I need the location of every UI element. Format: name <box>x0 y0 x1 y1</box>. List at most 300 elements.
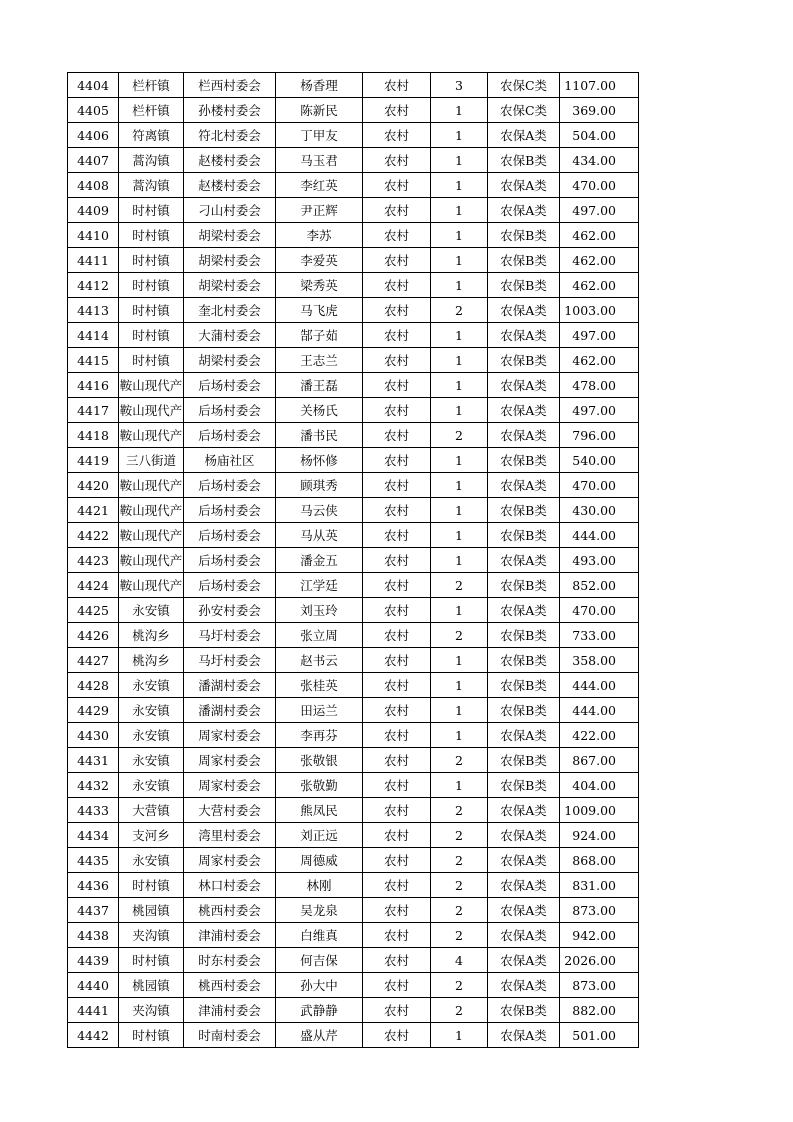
person-name-cell: 陈新民 <box>276 98 363 123</box>
village-committee-cell: 湾里村委会 <box>184 823 276 848</box>
village-committee-cell: 孙安村委会 <box>184 598 276 623</box>
record-number-cell: 4429 <box>68 698 119 723</box>
town-cell: 时村镇 <box>119 323 184 348</box>
record-number-cell: 4407 <box>68 148 119 173</box>
person-name-cell: 林刚 <box>276 873 363 898</box>
area-type-cell: 农村 <box>363 398 431 423</box>
amount-cell: 868.00 <box>560 848 639 873</box>
town-cell: 桃园镇 <box>119 898 184 923</box>
village-committee-cell: 胡梁村委会 <box>184 223 276 248</box>
village-committee-cell: 大营村委会 <box>184 798 276 823</box>
person-name-cell: 李再芬 <box>276 723 363 748</box>
village-committee-cell: 后场村委会 <box>184 498 276 523</box>
insurance-category-cell: 农保A类 <box>488 423 560 448</box>
amount-cell: 444.00 <box>560 698 639 723</box>
village-committee-cell: 周家村委会 <box>184 723 276 748</box>
insurance-category-cell: 农保B类 <box>488 523 560 548</box>
person-name-cell: 王志兰 <box>276 348 363 373</box>
area-type-cell: 农村 <box>363 973 431 998</box>
town-cell: 时村镇 <box>119 223 184 248</box>
record-number-cell: 4434 <box>68 823 119 848</box>
record-number-cell: 4427 <box>68 648 119 673</box>
table-row <box>68 523 639 548</box>
record-number-cell: 4423 <box>68 548 119 573</box>
area-type-cell: 农村 <box>363 698 431 723</box>
person-name-cell: 丁甲友 <box>276 123 363 148</box>
town-cell: 栏杆镇 <box>119 73 184 98</box>
record-number-cell: 4404 <box>68 73 119 98</box>
table-row <box>68 948 639 973</box>
table-row <box>68 623 639 648</box>
insurance-category-cell: 农保B类 <box>488 623 560 648</box>
area-type-cell: 农村 <box>363 773 431 798</box>
town-cell: 大营镇 <box>119 798 184 823</box>
insurance-category-cell: 农保C类 <box>488 73 560 98</box>
town-cell: 永安镇 <box>119 848 184 873</box>
person-name-cell: 潘金五 <box>276 548 363 573</box>
table-row <box>68 548 639 573</box>
person-name-cell: 张桂英 <box>276 673 363 698</box>
area-type-cell: 农村 <box>363 173 431 198</box>
area-type-cell: 农村 <box>363 623 431 648</box>
household-count-cell: 2 <box>431 298 488 323</box>
household-count-cell: 1 <box>431 723 488 748</box>
table-row <box>68 223 639 248</box>
village-committee-cell: 后场村委会 <box>184 373 276 398</box>
amount-cell: 358.00 <box>560 648 639 673</box>
record-number-cell: 4421 <box>68 498 119 523</box>
record-number-cell: 4417 <box>68 398 119 423</box>
amount-cell: 462.00 <box>560 223 639 248</box>
town-cell: 时村镇 <box>119 1023 184 1048</box>
insurance-category-cell: 农保A类 <box>488 873 560 898</box>
record-number-cell: 4441 <box>68 998 119 1023</box>
amount-cell: 1107.00 <box>560 73 639 98</box>
town-cell: 时村镇 <box>119 273 184 298</box>
area-type-cell: 农村 <box>363 498 431 523</box>
table-row <box>68 823 639 848</box>
household-count-cell: 3 <box>431 73 488 98</box>
village-committee-cell: 时南村委会 <box>184 1023 276 1048</box>
table-row <box>68 1023 639 1048</box>
area-type-cell: 农村 <box>363 98 431 123</box>
amount-cell: 852.00 <box>560 573 639 598</box>
person-name-cell: 李爱英 <box>276 248 363 273</box>
person-name-cell: 周德威 <box>276 848 363 873</box>
household-count-cell: 1 <box>431 323 488 348</box>
area-type-cell: 农村 <box>363 798 431 823</box>
amount-cell: 422.00 <box>560 723 639 748</box>
village-committee-cell: 后场村委会 <box>184 473 276 498</box>
person-name-cell: 郜子茹 <box>276 323 363 348</box>
amount-cell: 733.00 <box>560 623 639 648</box>
area-type-cell: 农村 <box>363 298 431 323</box>
table-row <box>68 748 639 773</box>
insurance-category-cell: 农保B类 <box>488 448 560 473</box>
household-count-cell: 2 <box>431 623 488 648</box>
village-committee-cell: 后场村委会 <box>184 398 276 423</box>
village-committee-cell: 后场村委会 <box>184 573 276 598</box>
table-row <box>68 423 639 448</box>
area-type-cell: 农村 <box>363 373 431 398</box>
person-name-cell: 熊凤民 <box>276 798 363 823</box>
area-type-cell: 农村 <box>363 198 431 223</box>
insurance-category-cell: 农保A类 <box>488 373 560 398</box>
town-cell: 夹沟镇 <box>119 923 184 948</box>
table-row <box>68 273 639 298</box>
insurance-category-cell: 农保A类 <box>488 598 560 623</box>
record-number-cell: 4426 <box>68 623 119 648</box>
record-number-cell: 4413 <box>68 298 119 323</box>
village-committee-cell: 潘湖村委会 <box>184 673 276 698</box>
table-row <box>68 798 639 823</box>
record-number-cell: 4425 <box>68 598 119 623</box>
person-name-cell: 武静静 <box>276 998 363 1023</box>
insurance-category-cell: 农保C类 <box>488 98 560 123</box>
person-name-cell: 杨香理 <box>276 73 363 98</box>
table-row <box>68 448 639 473</box>
village-committee-cell: 周家村委会 <box>184 748 276 773</box>
village-committee-cell: 赵楼村委会 <box>184 173 276 198</box>
area-type-cell: 农村 <box>363 448 431 473</box>
area-type-cell: 农村 <box>363 873 431 898</box>
person-name-cell: 潘王磊 <box>276 373 363 398</box>
record-number-cell: 4439 <box>68 948 119 973</box>
amount-cell: 882.00 <box>560 998 639 1023</box>
record-number-cell: 4440 <box>68 973 119 998</box>
amount-cell: 504.00 <box>560 123 639 148</box>
area-type-cell: 农村 <box>363 523 431 548</box>
amount-cell: 540.00 <box>560 448 639 473</box>
town-cell: 鞍山现代产 <box>119 523 184 548</box>
town-cell: 鞍山现代产 <box>119 548 184 573</box>
amount-cell: 924.00 <box>560 823 639 848</box>
amount-cell: 462.00 <box>560 248 639 273</box>
table-row <box>68 648 639 673</box>
village-committee-cell: 周家村委会 <box>184 773 276 798</box>
table-row <box>68 973 639 998</box>
household-count-cell: 2 <box>431 798 488 823</box>
table-row <box>68 348 639 373</box>
village-committee-cell: 杨庙社区 <box>184 448 276 473</box>
insurance-category-cell: 农保B类 <box>488 248 560 273</box>
person-name-cell: 马玉君 <box>276 148 363 173</box>
household-count-cell: 1 <box>431 223 488 248</box>
town-cell: 永安镇 <box>119 673 184 698</box>
record-number-cell: 4435 <box>68 848 119 873</box>
town-cell: 鞍山现代产 <box>119 398 184 423</box>
town-cell: 桃沟乡 <box>119 623 184 648</box>
area-type-cell: 农村 <box>363 123 431 148</box>
person-name-cell: 江学廷 <box>276 573 363 598</box>
table-row <box>68 123 639 148</box>
record-number-cell: 4408 <box>68 173 119 198</box>
village-committee-cell: 桃西村委会 <box>184 898 276 923</box>
insurance-category-cell: 农保A类 <box>488 298 560 323</box>
village-committee-cell: 后场村委会 <box>184 548 276 573</box>
household-count-cell: 2 <box>431 823 488 848</box>
record-number-cell: 4442 <box>68 1023 119 1048</box>
record-number-cell: 4406 <box>68 123 119 148</box>
household-count-cell: 1 <box>431 348 488 373</box>
area-type-cell: 农村 <box>363 748 431 773</box>
record-number-cell: 4438 <box>68 923 119 948</box>
record-number-cell: 4414 <box>68 323 119 348</box>
area-type-cell: 农村 <box>363 323 431 348</box>
insurance-category-cell: 农保B类 <box>488 648 560 673</box>
village-committee-cell: 周家村委会 <box>184 848 276 873</box>
amount-cell: 462.00 <box>560 348 639 373</box>
town-cell: 鞍山现代产 <box>119 423 184 448</box>
record-number-cell: 4432 <box>68 773 119 798</box>
amount-cell: 369.00 <box>560 98 639 123</box>
table-row <box>68 898 639 923</box>
table-row <box>68 323 639 348</box>
household-count-cell: 1 <box>431 148 488 173</box>
amount-cell: 470.00 <box>560 598 639 623</box>
amount-cell: 434.00 <box>560 148 639 173</box>
town-cell: 栏杆镇 <box>119 98 184 123</box>
village-committee-cell: 桃西村委会 <box>184 973 276 998</box>
village-committee-cell: 时东村委会 <box>184 948 276 973</box>
insurance-category-cell: 农保A类 <box>488 398 560 423</box>
table-row <box>68 98 639 123</box>
table-row <box>68 198 639 223</box>
household-count-cell: 2 <box>431 423 488 448</box>
insurance-category-cell: 农保A类 <box>488 923 560 948</box>
town-cell: 鞍山现代产 <box>119 573 184 598</box>
area-type-cell: 农村 <box>363 948 431 973</box>
person-name-cell: 张敬勤 <box>276 773 363 798</box>
area-type-cell: 农村 <box>363 548 431 573</box>
village-committee-cell: 津浦村委会 <box>184 998 276 1023</box>
village-committee-cell: 林口村委会 <box>184 873 276 898</box>
area-type-cell: 农村 <box>363 223 431 248</box>
area-type-cell: 农村 <box>363 348 431 373</box>
person-name-cell: 刘正远 <box>276 823 363 848</box>
insurance-category-cell: 农保A类 <box>488 798 560 823</box>
table-row <box>68 598 639 623</box>
town-cell: 时村镇 <box>119 873 184 898</box>
record-number-cell: 4430 <box>68 723 119 748</box>
household-count-cell: 2 <box>431 973 488 998</box>
person-name-cell: 马从英 <box>276 523 363 548</box>
amount-cell: 1003.00 <box>560 298 639 323</box>
area-type-cell: 农村 <box>363 848 431 873</box>
person-name-cell: 顾琪秀 <box>276 473 363 498</box>
person-name-cell: 关杨氏 <box>276 398 363 423</box>
area-type-cell: 农村 <box>363 998 431 1023</box>
table-row <box>68 723 639 748</box>
insurance-category-cell: 农保B类 <box>488 273 560 298</box>
area-type-cell: 农村 <box>363 898 431 923</box>
table-row <box>68 473 639 498</box>
person-name-cell: 田运兰 <box>276 698 363 723</box>
person-name-cell: 潘书民 <box>276 423 363 448</box>
record-number-cell: 4416 <box>68 373 119 398</box>
amount-cell: 497.00 <box>560 198 639 223</box>
amount-cell: 501.00 <box>560 1023 639 1048</box>
area-type-cell: 农村 <box>363 673 431 698</box>
insurance-category-cell: 农保A类 <box>488 123 560 148</box>
amount-cell: 478.00 <box>560 373 639 398</box>
household-count-cell: 1 <box>431 598 488 623</box>
table-row <box>68 848 639 873</box>
town-cell: 永安镇 <box>119 723 184 748</box>
town-cell: 时村镇 <box>119 198 184 223</box>
record-number-cell: 4405 <box>68 98 119 123</box>
household-count-cell: 1 <box>431 548 488 573</box>
insurance-category-cell: 农保B类 <box>488 673 560 698</box>
insurance-category-cell: 农保A类 <box>488 948 560 973</box>
household-count-cell: 1 <box>431 448 488 473</box>
table-row <box>68 148 639 173</box>
area-type-cell: 农村 <box>363 1023 431 1048</box>
area-type-cell: 农村 <box>363 648 431 673</box>
household-count-cell: 1 <box>431 523 488 548</box>
household-count-cell: 1 <box>431 673 488 698</box>
village-committee-cell: 孙楼村委会 <box>184 98 276 123</box>
record-number-cell: 4428 <box>68 673 119 698</box>
table-row <box>68 773 639 798</box>
area-type-cell: 农村 <box>363 823 431 848</box>
record-number-cell: 4412 <box>68 273 119 298</box>
person-name-cell: 梁秀英 <box>276 273 363 298</box>
area-type-cell: 农村 <box>363 248 431 273</box>
person-name-cell: 刘玉玲 <box>276 598 363 623</box>
household-count-cell: 2 <box>431 748 488 773</box>
area-type-cell: 农村 <box>363 473 431 498</box>
table-row <box>68 673 639 698</box>
village-committee-cell: 符北村委会 <box>184 123 276 148</box>
household-count-cell: 1 <box>431 198 488 223</box>
area-type-cell: 农村 <box>363 423 431 448</box>
village-committee-cell: 津浦村委会 <box>184 923 276 948</box>
area-type-cell: 农村 <box>363 573 431 598</box>
town-cell: 永安镇 <box>119 748 184 773</box>
amount-cell: 493.00 <box>560 548 639 573</box>
amount-cell: 873.00 <box>560 973 639 998</box>
record-number-cell: 4422 <box>68 523 119 548</box>
person-name-cell: 张敬银 <box>276 748 363 773</box>
insurance-category-cell: 农保B类 <box>488 148 560 173</box>
town-cell: 时村镇 <box>119 948 184 973</box>
town-cell: 永安镇 <box>119 598 184 623</box>
record-number-cell: 4418 <box>68 423 119 448</box>
town-cell: 桃园镇 <box>119 973 184 998</box>
amount-cell: 470.00 <box>560 173 639 198</box>
insurance-category-cell: 农保A类 <box>488 323 560 348</box>
town-cell: 时村镇 <box>119 248 184 273</box>
amount-cell: 873.00 <box>560 898 639 923</box>
village-committee-cell: 马圩村委会 <box>184 648 276 673</box>
insurance-category-cell: 农保A类 <box>488 823 560 848</box>
household-count-cell: 4 <box>431 948 488 973</box>
insurance-category-cell: 农保B类 <box>488 998 560 1023</box>
household-count-cell: 1 <box>431 773 488 798</box>
village-committee-cell: 大蒲村委会 <box>184 323 276 348</box>
person-name-cell: 李苏 <box>276 223 363 248</box>
insurance-category-cell: 农保A类 <box>488 723 560 748</box>
area-type-cell: 农村 <box>363 273 431 298</box>
table-row <box>68 998 639 1023</box>
village-committee-cell: 赵楼村委会 <box>184 148 276 173</box>
insurance-category-cell: 农保A类 <box>488 198 560 223</box>
table-row <box>68 373 639 398</box>
household-count-cell: 1 <box>431 473 488 498</box>
table-row <box>68 873 639 898</box>
town-cell: 永安镇 <box>119 698 184 723</box>
insurance-category-cell: 农保A类 <box>488 473 560 498</box>
household-count-cell: 1 <box>431 98 488 123</box>
village-committee-cell: 栏西村委会 <box>184 73 276 98</box>
person-name-cell: 李红英 <box>276 173 363 198</box>
village-committee-cell: 后场村委会 <box>184 423 276 448</box>
area-type-cell: 农村 <box>363 723 431 748</box>
records-table <box>67 72 639 1048</box>
village-committee-cell: 胡梁村委会 <box>184 248 276 273</box>
village-committee-cell: 马圩村委会 <box>184 623 276 648</box>
record-number-cell: 4420 <box>68 473 119 498</box>
town-cell: 鞍山现代产 <box>119 373 184 398</box>
area-type-cell: 农村 <box>363 148 431 173</box>
amount-cell: 831.00 <box>560 873 639 898</box>
person-name-cell: 杨怀修 <box>276 448 363 473</box>
amount-cell: 444.00 <box>560 523 639 548</box>
person-name-cell: 张立周 <box>276 623 363 648</box>
person-name-cell: 盛从芹 <box>276 1023 363 1048</box>
record-number-cell: 4436 <box>68 873 119 898</box>
village-committee-cell: 胡梁村委会 <box>184 273 276 298</box>
person-name-cell: 吴龙泉 <box>276 898 363 923</box>
records-table-body <box>68 73 639 1048</box>
household-count-cell: 1 <box>431 273 488 298</box>
insurance-category-cell: 农保B类 <box>488 223 560 248</box>
table-row <box>68 298 639 323</box>
town-cell: 符离镇 <box>119 123 184 148</box>
record-number-cell: 4437 <box>68 898 119 923</box>
town-cell: 时村镇 <box>119 348 184 373</box>
amount-cell: 942.00 <box>560 923 639 948</box>
person-name-cell: 孙大中 <box>276 973 363 998</box>
town-cell: 桃沟乡 <box>119 648 184 673</box>
amount-cell: 462.00 <box>560 273 639 298</box>
town-cell: 蒿沟镇 <box>119 173 184 198</box>
amount-cell: 796.00 <box>560 423 639 448</box>
town-cell: 支河乡 <box>119 823 184 848</box>
area-type-cell: 农村 <box>363 923 431 948</box>
person-name-cell: 尹正辉 <box>276 198 363 223</box>
record-number-cell: 4415 <box>68 348 119 373</box>
insurance-category-cell: 农保B类 <box>488 498 560 523</box>
household-count-cell: 1 <box>431 373 488 398</box>
town-cell: 蒿沟镇 <box>119 148 184 173</box>
amount-cell: 497.00 <box>560 398 639 423</box>
insurance-category-cell: 农保B类 <box>488 773 560 798</box>
household-count-cell: 2 <box>431 998 488 1023</box>
household-count-cell: 1 <box>431 698 488 723</box>
village-committee-cell: 后场村委会 <box>184 523 276 548</box>
household-count-cell: 1 <box>431 648 488 673</box>
town-cell: 三八街道 <box>119 448 184 473</box>
amount-cell: 470.00 <box>560 473 639 498</box>
table-row <box>68 573 639 598</box>
person-name-cell: 何吉保 <box>276 948 363 973</box>
village-committee-cell: 潘湖村委会 <box>184 698 276 723</box>
record-number-cell: 4431 <box>68 748 119 773</box>
town-cell: 鞍山现代产 <box>119 498 184 523</box>
person-name-cell: 马飞虎 <box>276 298 363 323</box>
